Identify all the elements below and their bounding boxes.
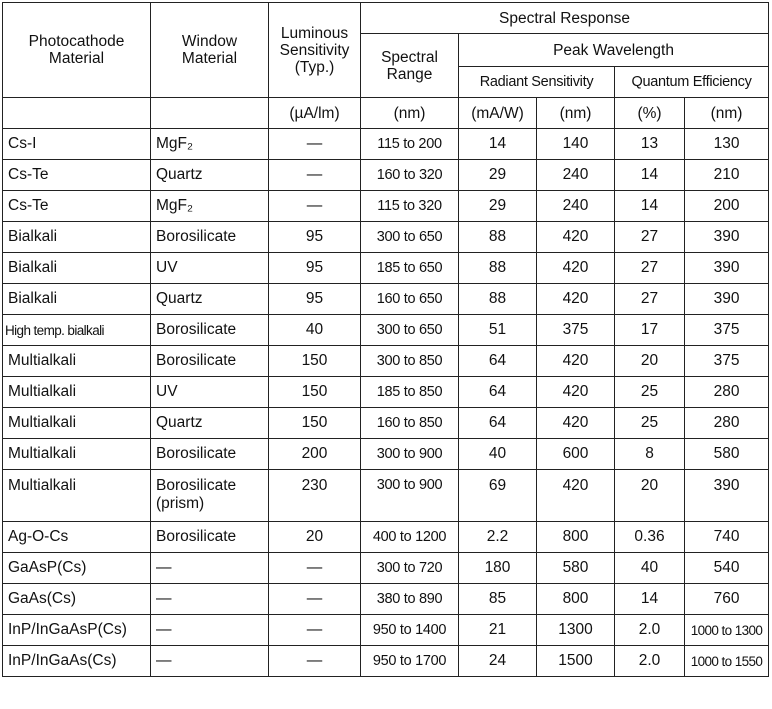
table-row bbox=[3, 470, 769, 522]
cell-luminous-sensitivity: 95 bbox=[269, 222, 361, 253]
table-row bbox=[3, 522, 769, 553]
table-row bbox=[3, 253, 769, 284]
cell-radiant-sensitivity-wavelength: 600 bbox=[537, 439, 615, 470]
unit-qe-wavelength: (nm) bbox=[685, 98, 769, 129]
table-row bbox=[3, 408, 769, 439]
cell-radiant-sensitivity-value: 51 bbox=[459, 315, 537, 346]
cell-quantum-efficiency-value: 14 bbox=[615, 584, 685, 615]
cell-radiant-sensitivity-wavelength: 240 bbox=[537, 191, 615, 222]
header-photocathode-material: Photocathode Material bbox=[3, 3, 151, 98]
cell-quantum-efficiency-value: 27 bbox=[615, 284, 685, 315]
cell-radiant-sensitivity-value: 40 bbox=[459, 439, 537, 470]
cell-spectral-range: 160 to 850 bbox=[361, 408, 459, 439]
table-row bbox=[3, 191, 769, 222]
cell-radiant-sensitivity-value: 29 bbox=[459, 191, 537, 222]
cell-photocathode-material: Ag-O-Cs bbox=[3, 522, 151, 553]
cell-window-material: Borosilicate bbox=[151, 315, 269, 346]
header-quantum-efficiency: Quantum Efficiency bbox=[615, 67, 769, 98]
header-spectral-range: Spectral Range bbox=[361, 34, 459, 98]
cell-radiant-sensitivity-wavelength: 420 bbox=[537, 377, 615, 408]
cell-window-material: Quartz bbox=[151, 160, 269, 191]
unit-radiant-value: (mA/W) bbox=[459, 98, 537, 129]
cell-radiant-sensitivity-value: 64 bbox=[459, 377, 537, 408]
cell-radiant-sensitivity-wavelength: 420 bbox=[537, 222, 615, 253]
header-peak-wavelength: Peak Wavelength bbox=[459, 34, 769, 67]
cell-luminous-sensitivity: 95 bbox=[269, 284, 361, 315]
cell-radiant-sensitivity-value: 88 bbox=[459, 253, 537, 284]
cell-window-material: Borosilicate bbox=[151, 222, 269, 253]
cell-radiant-sensitivity-wavelength: 420 bbox=[537, 346, 615, 377]
table-header bbox=[3, 3, 769, 129]
cell-quantum-efficiency-value: 25 bbox=[615, 377, 685, 408]
cell-spectral-range: 115 to 200 bbox=[361, 129, 459, 160]
cell-quantum-efficiency-wavelength: 390 bbox=[685, 284, 769, 315]
cell-radiant-sensitivity-wavelength: 240 bbox=[537, 160, 615, 191]
cell-quantum-efficiency-wavelength: 580 bbox=[685, 439, 769, 470]
cell-radiant-sensitivity-value: 85 bbox=[459, 584, 537, 615]
cell-quantum-efficiency-wavelength: 130 bbox=[685, 129, 769, 160]
cell-radiant-sensitivity-value: 88 bbox=[459, 284, 537, 315]
table-row bbox=[3, 284, 769, 315]
cell-spectral-range: 300 to 650 bbox=[361, 222, 459, 253]
cell-radiant-sensitivity-wavelength: 1500 bbox=[537, 646, 615, 677]
cell-quantum-efficiency-wavelength: 1000 to 1550 bbox=[685, 646, 769, 677]
cell-window-material: UV bbox=[151, 253, 269, 284]
table-row bbox=[3, 222, 769, 253]
cell-quantum-efficiency-value: 8 bbox=[615, 439, 685, 470]
cell-luminous-sensitivity: 95 bbox=[269, 253, 361, 284]
table-row bbox=[3, 584, 769, 615]
cell-photocathode-material: Cs-Te bbox=[3, 160, 151, 191]
table-row bbox=[3, 160, 769, 191]
header-window-material: Window Material bbox=[151, 3, 269, 98]
cell-window-material: Quartz bbox=[151, 284, 269, 315]
cell-radiant-sensitivity-value: 64 bbox=[459, 346, 537, 377]
table-row bbox=[3, 615, 769, 646]
cell-radiant-sensitivity-wavelength: 140 bbox=[537, 129, 615, 160]
cell-photocathode-material: Multialkali bbox=[3, 408, 151, 439]
cell-quantum-efficiency-value: 13 bbox=[615, 129, 685, 160]
cell-luminous-sensitivity: 150 bbox=[269, 408, 361, 439]
cell-radiant-sensitivity-wavelength: 420 bbox=[537, 408, 615, 439]
cell-quantum-efficiency-wavelength: 390 bbox=[685, 470, 769, 522]
cell-quantum-efficiency-value: 0.36 bbox=[615, 522, 685, 553]
table-row bbox=[3, 439, 769, 470]
cell-quantum-efficiency-value: 25 bbox=[615, 408, 685, 439]
cell-quantum-efficiency-value: 20 bbox=[615, 470, 685, 522]
cell-photocathode-material: Multialkali bbox=[3, 470, 151, 522]
cell-photocathode-material: Bialkali bbox=[3, 222, 151, 253]
cell-quantum-efficiency-wavelength: 375 bbox=[685, 346, 769, 377]
cell-quantum-efficiency-wavelength: 210 bbox=[685, 160, 769, 191]
cell-luminous-sensitivity: — bbox=[269, 553, 361, 584]
cell-photocathode-material: Multialkali bbox=[3, 439, 151, 470]
unit-empty-material bbox=[3, 98, 151, 129]
cell-quantum-efficiency-wavelength: 760 bbox=[685, 584, 769, 615]
cell-spectral-range: 300 to 650 bbox=[361, 315, 459, 346]
cell-spectral-range: 400 to 1200 bbox=[361, 522, 459, 553]
cell-radiant-sensitivity-value: 88 bbox=[459, 222, 537, 253]
cell-quantum-efficiency-wavelength: 200 bbox=[685, 191, 769, 222]
cell-quantum-efficiency-wavelength: 390 bbox=[685, 222, 769, 253]
cell-photocathode-material: High temp. bialkali bbox=[3, 315, 151, 346]
table-row bbox=[3, 315, 769, 346]
cell-luminous-sensitivity: — bbox=[269, 615, 361, 646]
unit-empty-window bbox=[151, 98, 269, 129]
cell-photocathode-material: InP/InGaAs(Cs) bbox=[3, 646, 151, 677]
cell-quantum-efficiency-value: 2.0 bbox=[615, 646, 685, 677]
cell-radiant-sensitivity-wavelength: 420 bbox=[537, 284, 615, 315]
cell-spectral-range: 300 to 900 bbox=[361, 439, 459, 470]
cell-quantum-efficiency-value: 14 bbox=[615, 191, 685, 222]
cell-luminous-sensitivity: — bbox=[269, 160, 361, 191]
cell-window-material: — bbox=[151, 615, 269, 646]
cell-spectral-range: 185 to 850 bbox=[361, 377, 459, 408]
cell-photocathode-material: Cs-I bbox=[3, 129, 151, 160]
cell-radiant-sensitivity-wavelength: 580 bbox=[537, 553, 615, 584]
cell-radiant-sensitivity-value: 29 bbox=[459, 160, 537, 191]
cell-quantum-efficiency-wavelength: 540 bbox=[685, 553, 769, 584]
cell-quantum-efficiency-wavelength: 390 bbox=[685, 253, 769, 284]
cell-window-material: — bbox=[151, 553, 269, 584]
cell-quantum-efficiency-wavelength: 375 bbox=[685, 315, 769, 346]
cell-radiant-sensitivity-value: 14 bbox=[459, 129, 537, 160]
cell-radiant-sensitivity-wavelength: 800 bbox=[537, 522, 615, 553]
cell-radiant-sensitivity-value: 2.2 bbox=[459, 522, 537, 553]
cell-radiant-sensitivity-value: 69 bbox=[459, 470, 537, 522]
cell-photocathode-material: GaAsP(Cs) bbox=[3, 553, 151, 584]
cell-spectral-range: 300 to 900 bbox=[361, 470, 459, 522]
cell-luminous-sensitivity: 230 bbox=[269, 470, 361, 522]
cell-radiant-sensitivity-wavelength: 420 bbox=[537, 253, 615, 284]
cell-luminous-sensitivity: — bbox=[269, 191, 361, 222]
cell-spectral-range: 950 to 1400 bbox=[361, 615, 459, 646]
cell-photocathode-material: GaAs(Cs) bbox=[3, 584, 151, 615]
cell-photocathode-material: InP/InGaAsP(Cs) bbox=[3, 615, 151, 646]
cell-spectral-range: 160 to 320 bbox=[361, 160, 459, 191]
cell-spectral-range: 950 to 1700 bbox=[361, 646, 459, 677]
cell-radiant-sensitivity-wavelength: 420 bbox=[537, 470, 615, 522]
cell-radiant-sensitivity-value: 21 bbox=[459, 615, 537, 646]
cell-spectral-range: 380 to 890 bbox=[361, 584, 459, 615]
cell-spectral-range: 115 to 320 bbox=[361, 191, 459, 222]
cell-quantum-efficiency-value: 14 bbox=[615, 160, 685, 191]
table-body bbox=[3, 129, 769, 677]
cell-window-material: Borosilicate bbox=[151, 439, 269, 470]
cell-window-material: — bbox=[151, 584, 269, 615]
cell-spectral-range: 300 to 850 bbox=[361, 346, 459, 377]
table-row bbox=[3, 646, 769, 677]
cell-window-material: — bbox=[151, 646, 269, 677]
header-luminous-sensitivity: Luminous Sensitivity (Typ.) bbox=[269, 3, 361, 98]
table-row bbox=[3, 129, 769, 160]
cell-window-material: Borosilicate (prism) bbox=[151, 470, 269, 522]
cell-spectral-range: 300 to 720 bbox=[361, 553, 459, 584]
photocathode-table bbox=[2, 2, 769, 677]
cell-quantum-efficiency-wavelength: 740 bbox=[685, 522, 769, 553]
cell-window-material: MgF₂ bbox=[151, 191, 269, 222]
cell-radiant-sensitivity-value: 64 bbox=[459, 408, 537, 439]
cell-quantum-efficiency-value: 20 bbox=[615, 346, 685, 377]
cell-quantum-efficiency-value: 17 bbox=[615, 315, 685, 346]
cell-window-material: MgF₂ bbox=[151, 129, 269, 160]
cell-luminous-sensitivity: 200 bbox=[269, 439, 361, 470]
cell-window-material: Borosilicate bbox=[151, 346, 269, 377]
cell-spectral-range: 160 to 650 bbox=[361, 284, 459, 315]
table-row bbox=[3, 346, 769, 377]
cell-luminous-sensitivity: 150 bbox=[269, 377, 361, 408]
cell-radiant-sensitivity-wavelength: 800 bbox=[537, 584, 615, 615]
cell-window-material: Quartz bbox=[151, 408, 269, 439]
cell-luminous-sensitivity: — bbox=[269, 646, 361, 677]
cell-radiant-sensitivity-value: 24 bbox=[459, 646, 537, 677]
cell-radiant-sensitivity-wavelength: 375 bbox=[537, 315, 615, 346]
cell-luminous-sensitivity: — bbox=[269, 129, 361, 160]
unit-qe-value: (%) bbox=[615, 98, 685, 129]
cell-quantum-efficiency-wavelength: 1000 to 1300 bbox=[685, 615, 769, 646]
cell-quantum-efficiency-value: 27 bbox=[615, 222, 685, 253]
cell-quantum-efficiency-value: 40 bbox=[615, 553, 685, 584]
unit-range: (nm) bbox=[361, 98, 459, 129]
cell-quantum-efficiency-value: 27 bbox=[615, 253, 685, 284]
cell-photocathode-material: Cs-Te bbox=[3, 191, 151, 222]
table-row bbox=[3, 553, 769, 584]
cell-luminous-sensitivity: 150 bbox=[269, 346, 361, 377]
table-row bbox=[3, 377, 769, 408]
cell-luminous-sensitivity: — bbox=[269, 584, 361, 615]
cell-luminous-sensitivity: 40 bbox=[269, 315, 361, 346]
cell-spectral-range: 185 to 650 bbox=[361, 253, 459, 284]
cell-photocathode-material: Multialkali bbox=[3, 377, 151, 408]
header-spectral-response: Spectral Response bbox=[361, 3, 769, 34]
cell-radiant-sensitivity-value: 180 bbox=[459, 553, 537, 584]
cell-quantum-efficiency-wavelength: 280 bbox=[685, 377, 769, 408]
cell-photocathode-material: Bialkali bbox=[3, 253, 151, 284]
header-radiant-sensitivity: Radiant Sensitivity bbox=[459, 67, 615, 98]
cell-luminous-sensitivity: 20 bbox=[269, 522, 361, 553]
cell-quantum-efficiency-wavelength: 280 bbox=[685, 408, 769, 439]
cell-photocathode-material: Bialkali bbox=[3, 284, 151, 315]
unit-radiant-wavelength: (nm) bbox=[537, 98, 615, 129]
cell-window-material: UV bbox=[151, 377, 269, 408]
cell-photocathode-material: Multialkali bbox=[3, 346, 151, 377]
cell-window-material: Borosilicate bbox=[151, 522, 269, 553]
unit-luminous: (µA/lm) bbox=[269, 98, 361, 129]
cell-radiant-sensitivity-wavelength: 1300 bbox=[537, 615, 615, 646]
cell-quantum-efficiency-value: 2.0 bbox=[615, 615, 685, 646]
